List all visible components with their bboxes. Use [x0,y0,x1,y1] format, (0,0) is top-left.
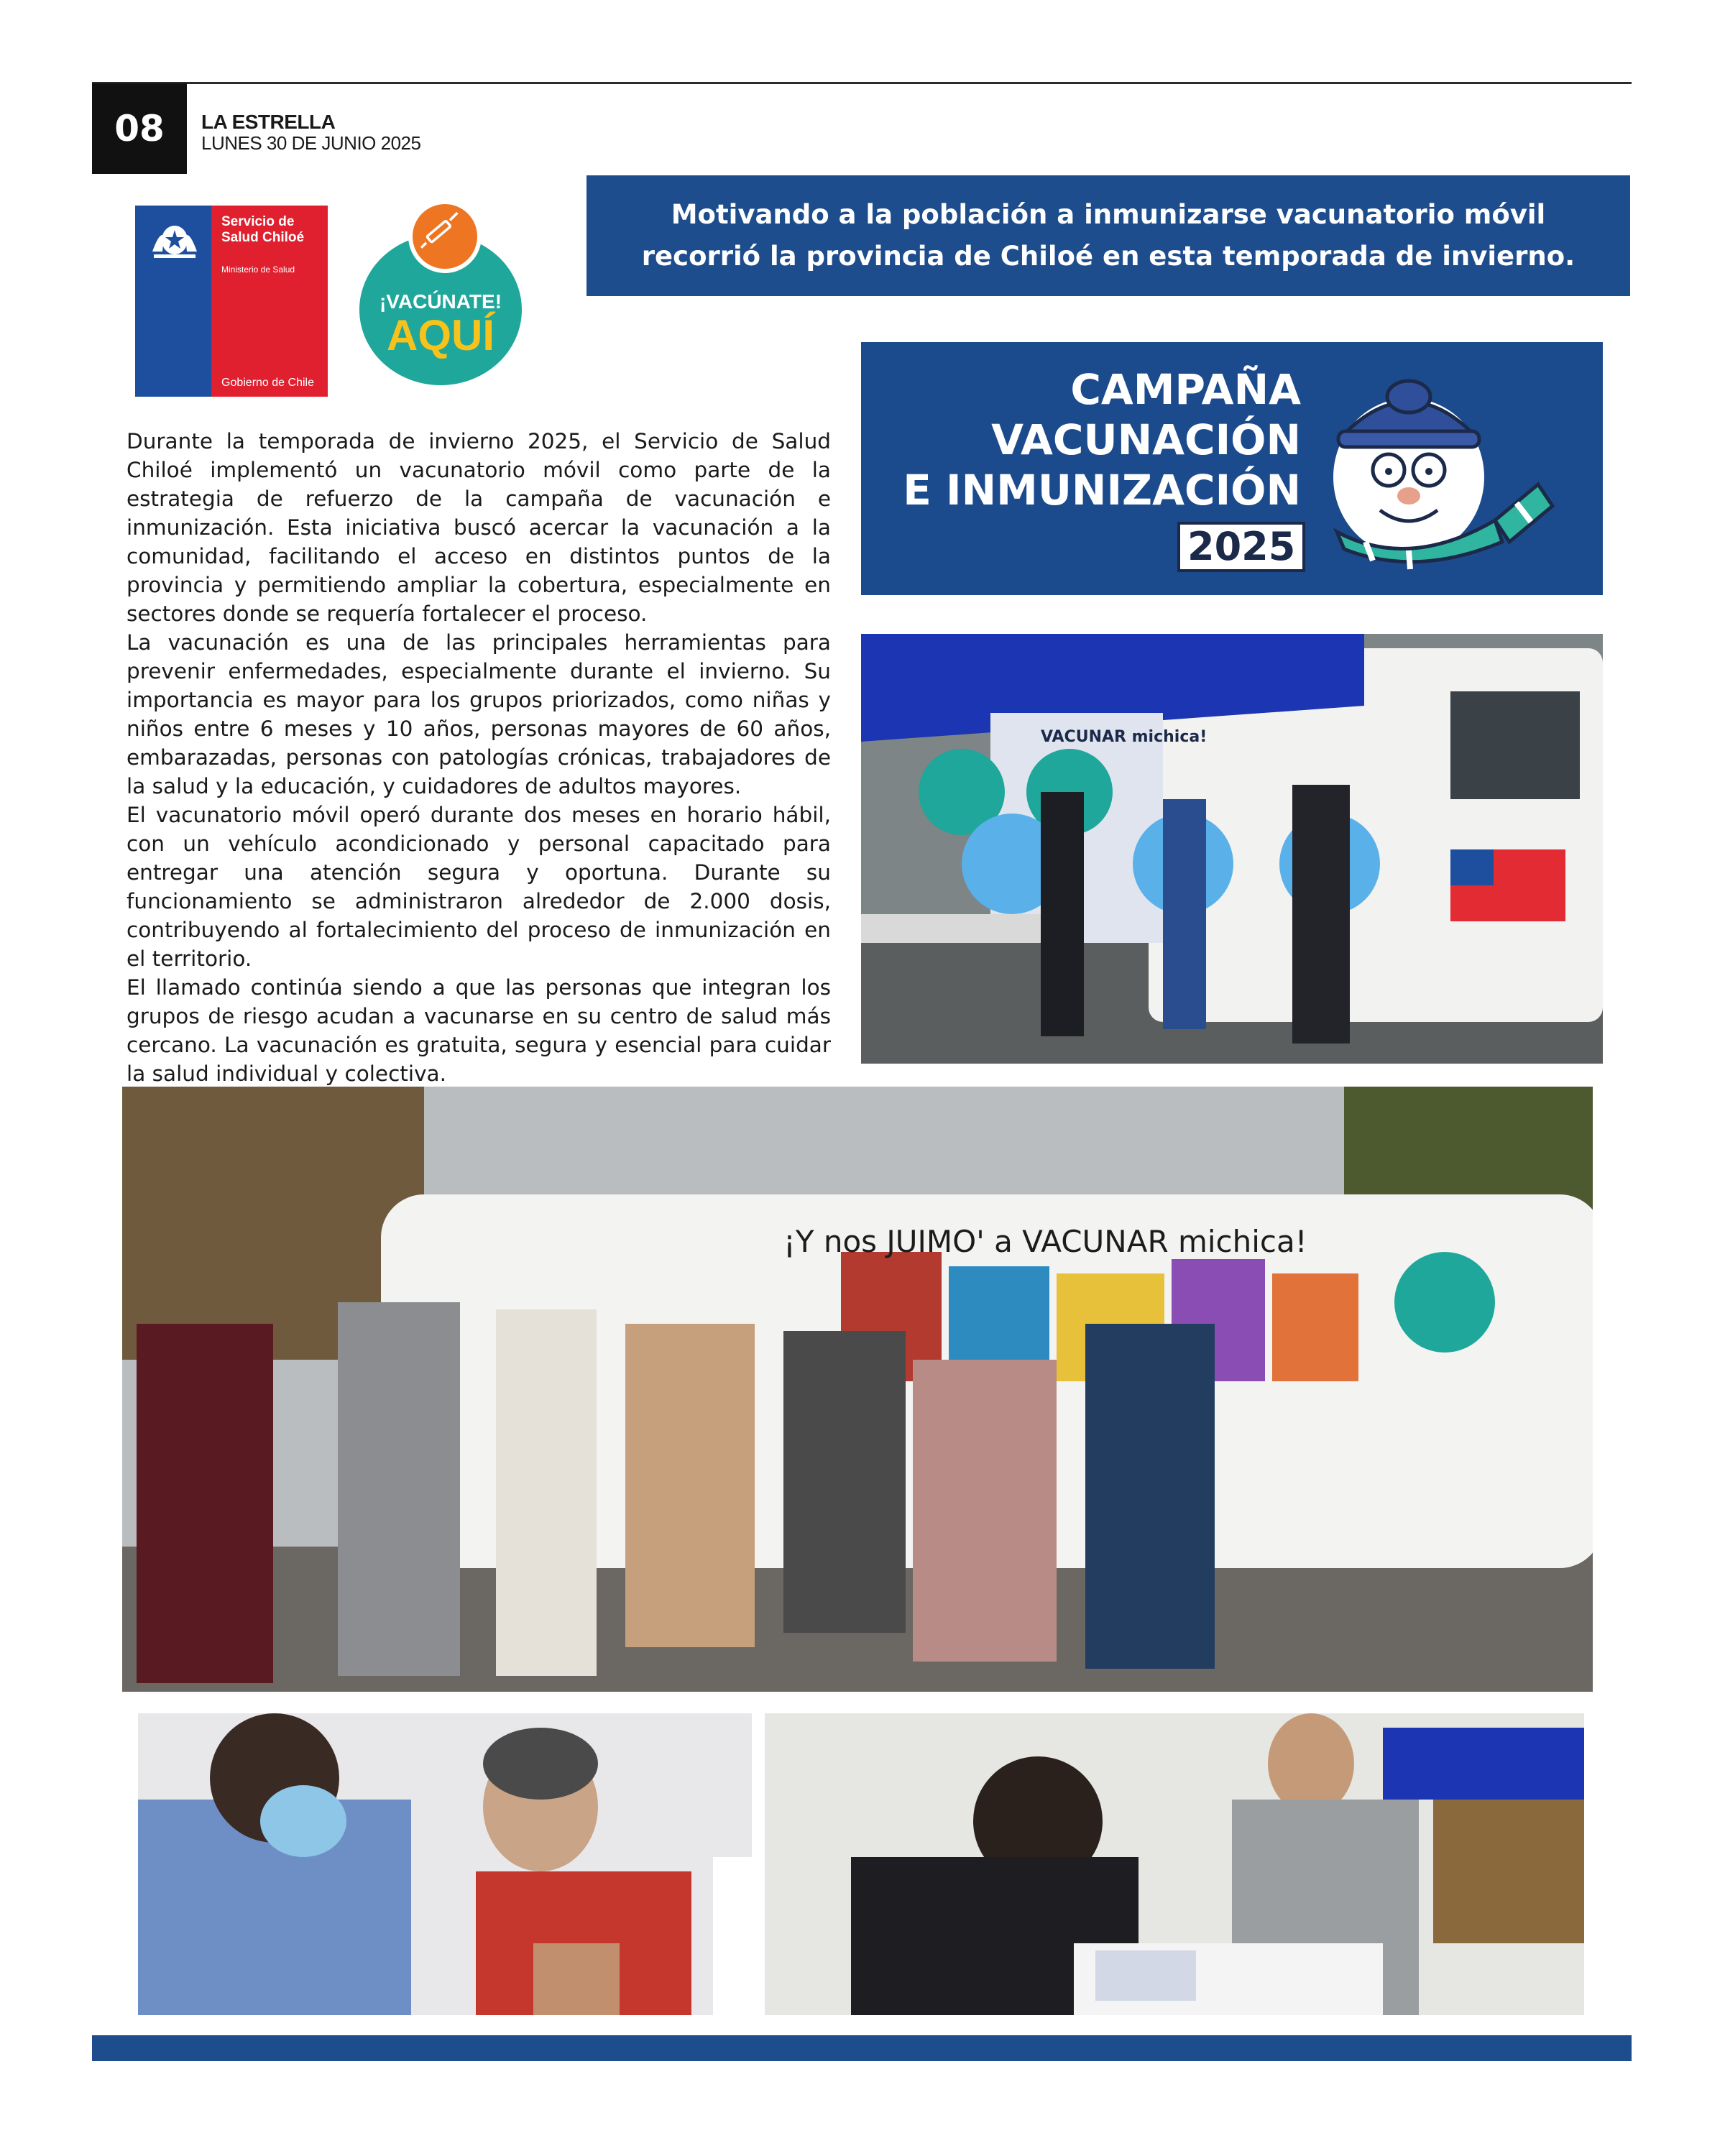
newspaper-name: LA ESTRELLA [201,111,336,133]
photo-group-van [122,1087,1593,1692]
photo-registration [765,1713,1584,2015]
issue-date: LUNES 30 DE JUNIO 2025 [201,132,421,154]
top-rule [92,82,1632,84]
article-paragraph: Durante la temporada de invierno 2025, el Servicio de Salud Chiloé implementó un vacunatorio móvil como parte de la estrategia de refuerzo de la campaña de vacunación e inmunización. Esta iniciativa buscó acercar la vacunación a la comunidad, facilitando el acceso en distintos puntos de la provincia y permitiendo ampliar la cobertura, especialmente en sectores donde se requería fortalecer el proceso. [126,429,831,626]
logo-service-name: Servicio de Salud Chiloé [221,214,305,245]
page-number: 08 [92,83,187,174]
article-body [126,427,831,1088]
chile-crest-icon [148,216,201,260]
tent-banner-text: VACUNAR michica! [1041,728,1208,746]
vacunate-badge [359,200,525,388]
photo-tent-staff [861,634,1603,1064]
article-paragraph: El llamado continúa siendo a que las personas que integran los grupos de riesgo acudan a vacunarse en su centro de salud más cercano. La vacunación es gratuita, segura y esencial para cuidar la salud individual y colectiva. [126,975,831,1086]
photo-vaccination [138,1713,752,2015]
campaign-banner [861,342,1603,595]
article-paragraph: La vacunación es una de las principales herramientas para prevenir enfermedades, especialmente durante el invierno. Su importancia es mayor para los grupos priorizados, como niñas y niños entre 6 meses y 10 años, personas mayores de 60 años, embarazadas, personas con patologías crónicas, trabajadores de la salud y la educación, y cuidadores de adultos mayores. [126,630,831,798]
article-paragraph: El vacunatorio móvil operó durante dos meses en horario hábil, con un vehículo acondicionado y personal capacitado para entregar una atención segura y oportuna. Durante su funcionamiento se administraron alrededor de 2.000 dosis, contribuyendo al fortalecimiento del proceso de inmunización en el territorio. [126,803,831,971]
logo-ministry: Ministerio de Salud [221,264,295,275]
campaign-year: 2025 [1177,522,1305,572]
headline-box [586,175,1630,296]
campaign-line3: E INMUNIZACIÓN [903,466,1301,515]
footer-bar [92,2035,1632,2061]
headline-text: Motivando a la población a inmunizarse vacunatorio móvil recorrió la provincia de Chiloé en esta temporada de invierno. [641,199,1576,272]
campaign-line1: CAMPAÑA [1070,365,1301,414]
campaign-line2: VACUNACIÓN [991,415,1301,464]
servicio-salud-logo [135,206,328,397]
syringe-icon [408,200,482,273]
logo-government: Gobierno de Chile [221,377,314,389]
badge-line2: AQUÍ [387,311,494,359]
van-banner-text: ¡Y nos JUIMO' a VACUNAR michica! [783,1224,1307,1259]
mascot-grandpa-icon [1322,362,1560,571]
badge-line1: ¡VACÚNATE! [379,290,502,313]
